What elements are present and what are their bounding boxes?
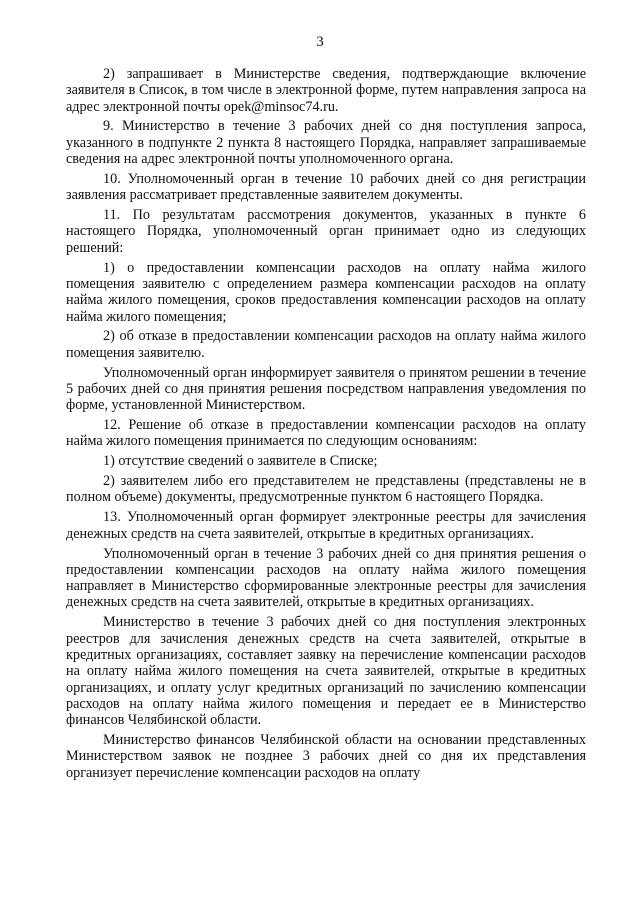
paragraph: 9. Министерство в течение 3 рабочих дней со дня поступления запроса, указанного в подпункте 2 пункта 8 настоящего Порядка, направляет запрашиваемые сведения на адрес электронной почты уполномоченного органа. (66, 118, 586, 168)
paragraph: 2) запрашивает в Министерстве сведения, подтверждающие включение заявителя в Список, в том числе в электронной форме, путем направления запроса на адрес электронной почты opek@minsoc74.ru. (66, 66, 586, 115)
paragraph: 10. Уполномоченный орган в течение 10 рабочих дней со дня регистрации заявления рассматривает представленные заявителем документы. (66, 170, 586, 204)
paragraph: 2) об отказе в предоставлении компенсации расходов на оплату найма жилого помещения заявителю. (66, 328, 586, 361)
paragraph: Уполномоченный орган в течение 3 рабочих дней со дня принятия решения о предоставлении компенсации расходов на оплату найма жилого помещения направляет в Министерство сформированные электронные реестры для зачисления денежных средств на счета заявителей, открытые в кредитных организациях. (66, 545, 586, 611)
paragraph: Министерство финансов Челябинской области на основании представленных Министерством заявок не позднее 3 рабочих дней со дня их представления организует перечисление компенсации расходов на оплату (66, 732, 586, 781)
page-number: 3 (316, 34, 324, 50)
paragraph: 2) заявителем либо его представителем не представлены (представлены не в полном объеме) документы, предусмотренные пунктом 6 настоящего Порядка. (66, 473, 586, 506)
document-body (66, 66, 586, 784)
paragraph: 12. Решение об отказе в предоставлении компенсации расходов на оплату найма жилого помещения принимается по следующим основаниям: (66, 417, 586, 450)
paragraph: Уполномоченный орган информирует заявителя о принятом решении в течение 5 рабочих дней со дня принятия решения посредством направления уведомления по форме, установленной Министерством. (66, 364, 586, 414)
paragraph: 1) о предоставлении компенсации расходов на оплату найма жилого помещения заявителю с определением размера компенсации расходов на оплату найма жилого помещения, сроков предоставления компенсации расходов на оплату найма жилого помещения; (66, 259, 586, 325)
paragraph: 11. По результатам рассмотрения документов, указанных в пункте 6 настоящего Порядка, уполномоченный орган принимает одно из следующих решений: (66, 207, 586, 256)
paragraph: 1) отсутствие сведений о заявителе в Списке; (103, 453, 378, 470)
paragraph: Министерство в течение 3 рабочих дней со дня поступления электронных реестров для зачисления денежных средств на счета заявителей, открытые в кредитных организациях, составляет заявку на перечисление компенсации расходов на оплату найма жилого помещения на счета заявителей, открытые в кредитных организациях, и оплату услуг кредитных организаций по зачислению компенсации расходов на оплату найма жилого помещения и передает ее в Министерство финансов Челябинской области. (66, 614, 586, 729)
paragraph: 13. Уполномоченный орган формирует электронные реестры для зачисления денежных средств на счета заявителей, открытые в кредитных организациях. (66, 509, 586, 542)
